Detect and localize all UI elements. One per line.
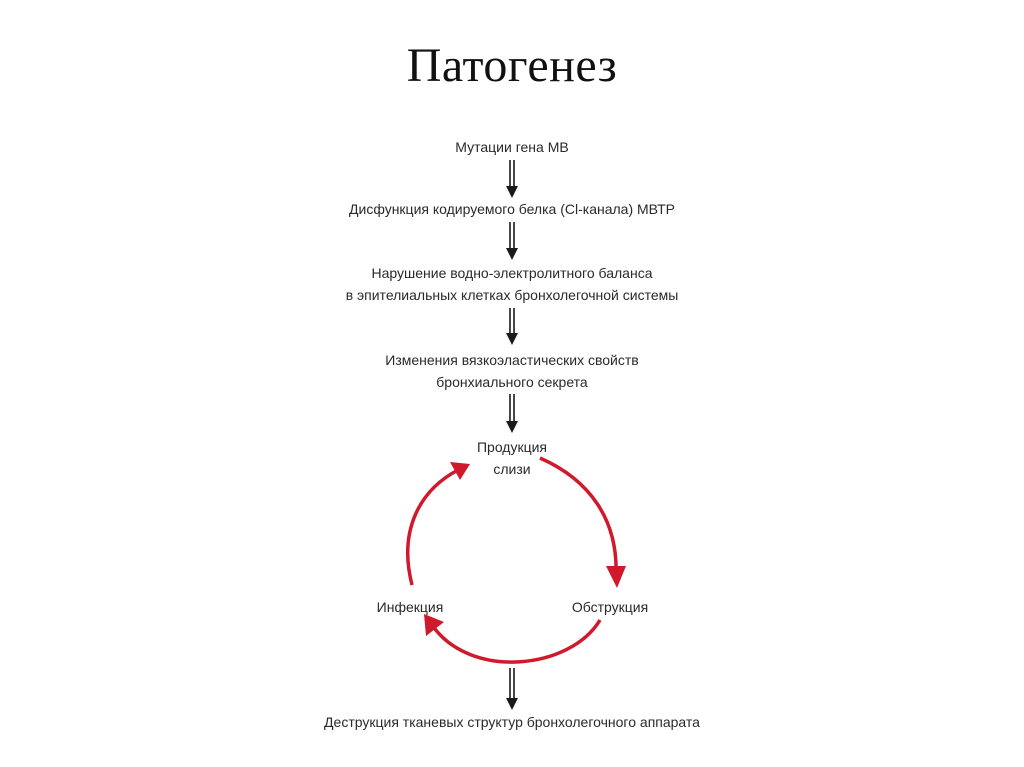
cycle-arrow-right-to-left <box>424 614 600 662</box>
cycle-infection: Инфекция <box>376 599 444 615</box>
step-electrolyte-imbalance: Нарушение водно-электролитного баланса в эпителиальных клетках бронхолегочной системы <box>345 265 679 303</box>
flow-arrow-4 <box>506 394 518 433</box>
cycle-arrow-left-to-top <box>408 462 470 585</box>
flow-arrow-5 <box>506 668 518 710</box>
flow-arrow-2 <box>506 222 518 260</box>
cycle-obstruction: Обструкция <box>571 599 649 615</box>
step-tissue-destruction: Деструкция тканевых структур бронхолегочного аппарата <box>324 714 700 730</box>
flow-arrow-3 <box>506 308 518 345</box>
flow-arrow-1 <box>506 160 518 198</box>
step-viscoelastic-change: Изменения вязкоэластических свойств бронхиального секрета <box>385 352 639 390</box>
step-gene-mutation: Мутации гена МВ <box>455 139 569 155</box>
step-protein-dysfunction: Дисфункция кодируемого белка (Cl-канала) МВТР <box>349 201 675 217</box>
cycle-mucus-production: Продукция слизи <box>476 439 548 477</box>
slide-title: Патогенез <box>406 39 618 92</box>
